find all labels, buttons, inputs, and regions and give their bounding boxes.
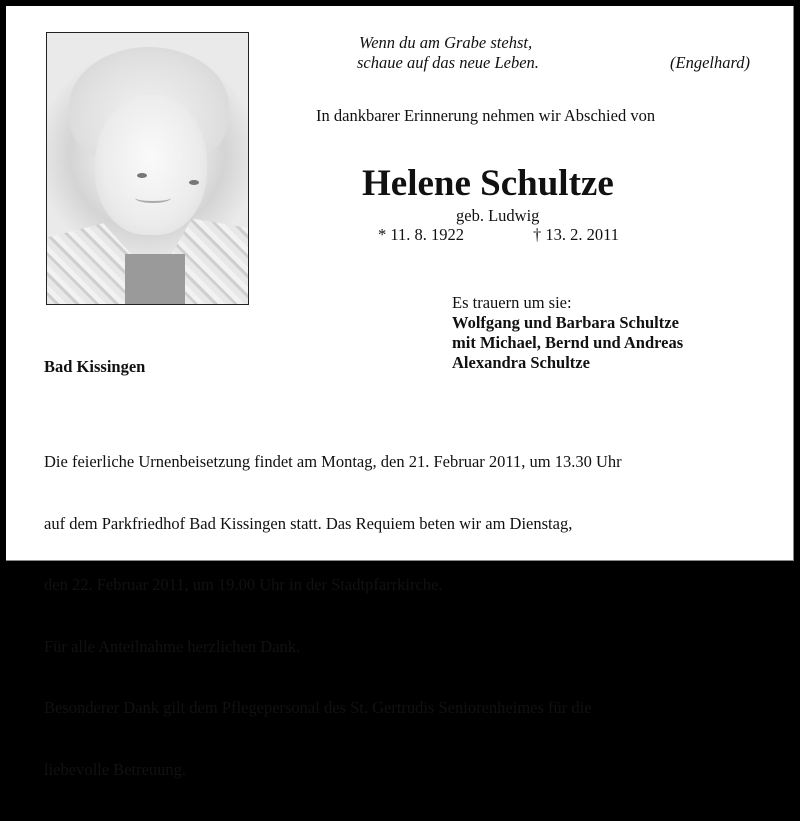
mourners-heading: Es trauern um sie: — [452, 293, 572, 312]
quote-author: (Engelhard) — [670, 53, 751, 72]
maiden-name: geb. Ludwig — [456, 206, 540, 225]
body-line: liebevolle Betreuung. — [44, 759, 187, 779]
death-date: † 13. 2. 2011 — [533, 225, 620, 244]
intro-text: In dankbarer Erinnerung nehmen wir Abschied von — [316, 106, 656, 125]
mourner-line: Wolfgang und Barbara Schultze — [452, 313, 679, 332]
body-text — [44, 411, 622, 821]
body-line: Besonderer Dank gilt dem Pflegepersonal des St. Gertrudis Seniorenheimes für die — [44, 698, 592, 717]
quote-line-2: schaue auf das neue Leben. — [357, 53, 539, 72]
body-line: den 22. Februar 2011, um 19.00 Uhr in der Stadtpfarrkirche. — [44, 575, 443, 594]
birth-date: * 11. 8. 1922 — [378, 225, 465, 244]
body-line: Für alle Anteilnahme herzlichen Dank. — [44, 636, 301, 656]
body-line: Die feierliche Urnenbeisetzung findet am Montag, den 21. Februar 2011, um 13.30 Uhr — [44, 452, 622, 471]
portrait-photo — [46, 32, 249, 305]
deceased-name: Helene Schultze — [362, 163, 614, 204]
quote-line-1: Wenn du am Grabe stehst, — [359, 33, 533, 52]
mourners-block — [452, 293, 683, 373]
place-name: Bad Kissingen — [44, 357, 146, 376]
mourner-line: Alexandra Schultze — [452, 353, 590, 372]
body-line: auf dem Parkfriedhof Bad Kissingen statt. Das Requiem beten wir am Dienstag, — [44, 513, 573, 533]
mourner-line: mit Michael, Bernd und Andreas — [452, 333, 684, 352]
obituary-notice — [6, 6, 794, 779]
